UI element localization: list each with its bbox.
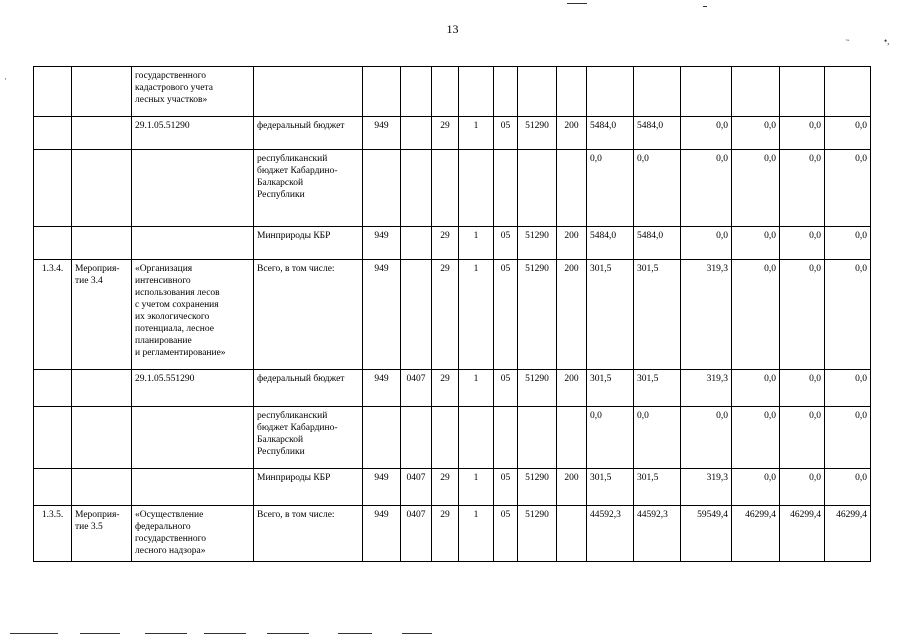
table-row xyxy=(34,150,871,227)
table-cell-value-6: 0,0 xyxy=(825,117,871,150)
scan-mark xyxy=(567,3,587,4)
table-cell-grbs: 949 xyxy=(363,117,401,150)
scan-mark xyxy=(338,633,372,634)
table-cell-value-2: 44592,3 xyxy=(634,506,681,562)
table-cell-direction: 51290 xyxy=(518,370,557,407)
table-cell-value-1: 5484,0 xyxy=(587,227,634,260)
table-cell-subprogram xyxy=(459,67,494,117)
table-cell-description xyxy=(132,407,254,469)
table-cell-program: 29 xyxy=(432,260,459,370)
scan-dot: •, xyxy=(884,36,890,46)
table-cell-section xyxy=(401,227,432,260)
table-cell-value-1: 0,0 xyxy=(587,150,634,227)
table-cell-event xyxy=(494,407,518,469)
table-cell-value-5: 46299,4 xyxy=(780,506,825,562)
table-cell-value-4 xyxy=(732,67,780,117)
table-cell-value-2: 5484,0 xyxy=(634,227,681,260)
table-cell-program: 29 xyxy=(432,227,459,260)
table-cell-subprogram: 1 xyxy=(459,117,494,150)
table-cell-event: 05 xyxy=(494,469,518,506)
scan-mark xyxy=(204,633,246,634)
table-cell-value-2: 301,5 xyxy=(634,370,681,407)
table-cell-event: 05 xyxy=(494,370,518,407)
table-cell-program xyxy=(432,67,459,117)
table-cell-activity xyxy=(72,150,132,227)
table-cell-value-1: 301,5 xyxy=(587,370,634,407)
table-row xyxy=(34,370,871,407)
table-cell-value-3: 0,0 xyxy=(681,117,732,150)
table-cell-expense-type xyxy=(557,506,587,562)
table-cell-direction: 51290 xyxy=(518,260,557,370)
table-cell-value-5: 0,0 xyxy=(780,150,825,227)
table-cell-activity: Мероприя- тие 3.4 xyxy=(72,260,132,370)
table-cell-value-5 xyxy=(780,67,825,117)
table-cell-section xyxy=(401,407,432,469)
table-cell-event: 05 xyxy=(494,227,518,260)
table-cell-value-6: 46299,4 xyxy=(825,506,871,562)
table-cell-value-2: 301,5 xyxy=(634,469,681,506)
table-cell-value-1: 301,5 xyxy=(587,260,634,370)
table-cell-value-4: 0,0 xyxy=(732,407,780,469)
table-cell-value-6: 0,0 xyxy=(825,227,871,260)
table-cell-subprogram xyxy=(459,407,494,469)
table-cell-value-3: 0,0 xyxy=(681,407,732,469)
table-cell-value-2 xyxy=(634,67,681,117)
table-cell-value-3: 319,3 xyxy=(681,260,732,370)
table-cell-grbs: 949 xyxy=(363,260,401,370)
table-cell-activity xyxy=(72,227,132,260)
table-cell-expense-type xyxy=(557,67,587,117)
table-cell-grbs: 949 xyxy=(363,506,401,562)
table-cell-expense-type: 200 xyxy=(557,370,587,407)
scan-dot: · xyxy=(4,74,7,84)
scan-dot: ˵ xyxy=(846,34,849,44)
table-row xyxy=(34,117,871,150)
table-cell-description: «Организация интенсивного использования лесов с учетом сохранения их экологического потенциала, лесное планирование и регламентирование» xyxy=(132,260,254,370)
table-cell-funding-source: федеральный бюджет xyxy=(254,370,363,407)
table-cell-description: «Осуществление федерального государственного лесного надзора» xyxy=(132,506,254,562)
table-cell-funding-source: республиканский бюджет Кабардино- Балкарской Республики xyxy=(254,407,363,469)
table-cell-number: 1.3.5. xyxy=(34,506,72,562)
table-cell-activity xyxy=(72,407,132,469)
table-cell-number xyxy=(34,370,72,407)
table-cell-activity: Мероприя- тие 3.5 xyxy=(72,506,132,562)
table-cell-subprogram: 1 xyxy=(459,260,494,370)
table-cell-direction: 51290 xyxy=(518,227,557,260)
table-cell-event xyxy=(494,150,518,227)
table-cell-value-3: 0,0 xyxy=(681,150,732,227)
table-cell-subprogram: 1 xyxy=(459,506,494,562)
scan-mark xyxy=(145,633,187,634)
table-cell-expense-type xyxy=(557,150,587,227)
table-cell-funding-source xyxy=(254,67,363,117)
table-cell-value-4: 0,0 xyxy=(732,469,780,506)
table-cell-value-5: 0,0 xyxy=(780,370,825,407)
table-row xyxy=(34,407,871,469)
table-cell-number xyxy=(34,469,72,506)
table-cell-section xyxy=(401,150,432,227)
table-cell-value-1: 5484,0 xyxy=(587,117,634,150)
table-cell-program xyxy=(432,407,459,469)
table-cell-expense-type xyxy=(557,407,587,469)
table-cell-number xyxy=(34,117,72,150)
table-cell-program: 29 xyxy=(432,506,459,562)
table-cell-value-3: 319,3 xyxy=(681,469,732,506)
table-cell-number: 1.3.4. xyxy=(34,260,72,370)
table-cell-value-4: 0,0 xyxy=(732,227,780,260)
table-cell-value-1: 301,5 xyxy=(587,469,634,506)
table-cell-section xyxy=(401,260,432,370)
table-cell-value-4: 0,0 xyxy=(732,150,780,227)
table-cell-activity xyxy=(72,370,132,407)
table-cell-direction: 51290 xyxy=(518,506,557,562)
scan-mark xyxy=(267,633,309,634)
table-cell-number xyxy=(34,407,72,469)
table-cell-number xyxy=(34,150,72,227)
table-cell-expense-type: 200 xyxy=(557,260,587,370)
table-cell-number xyxy=(34,227,72,260)
table-cell-event: 05 xyxy=(494,117,518,150)
table-cell-funding-source: Всего, в том числе: xyxy=(254,260,363,370)
table-cell-number xyxy=(34,67,72,117)
scan-mark xyxy=(402,633,432,634)
table-cell-value-2: 0,0 xyxy=(634,150,681,227)
table-cell-description: 29.1.05.51290 xyxy=(132,117,254,150)
table-cell-value-6: 0,0 xyxy=(825,469,871,506)
table-cell-expense-type: 200 xyxy=(557,469,587,506)
table-cell-subprogram xyxy=(459,150,494,227)
table-cell-value-5: 0,0 xyxy=(780,117,825,150)
table-cell-description: 29.1.05.551290 xyxy=(132,370,254,407)
table-cell-description xyxy=(132,150,254,227)
table-cell-funding-source: федеральный бюджет xyxy=(254,117,363,150)
table-cell-value-1: 44592,3 xyxy=(587,506,634,562)
table-cell-section xyxy=(401,67,432,117)
table-cell-value-6: 0,0 xyxy=(825,370,871,407)
table-row xyxy=(34,67,871,117)
table-cell-value-6: 0,0 xyxy=(825,260,871,370)
table-row xyxy=(34,506,871,562)
table-cell-funding-source: Минприроды КБР xyxy=(254,227,363,260)
table-cell-description xyxy=(132,227,254,260)
table-cell-value-3: 59549,4 xyxy=(681,506,732,562)
table-cell-section: 0407 xyxy=(401,506,432,562)
table-cell-description: государственного кадастрового учета лесных участков» xyxy=(132,67,254,117)
table-cell-direction xyxy=(518,67,557,117)
table-cell-grbs xyxy=(363,67,401,117)
table-cell-value-1: 0,0 xyxy=(587,407,634,469)
table-row xyxy=(34,227,871,260)
table-cell-grbs: 949 xyxy=(363,227,401,260)
table-cell-event xyxy=(494,67,518,117)
table-cell-section: 0407 xyxy=(401,370,432,407)
scan-mark xyxy=(10,633,58,634)
table-cell-event: 05 xyxy=(494,260,518,370)
table-cell-activity xyxy=(72,469,132,506)
table-cell-program: 29 xyxy=(432,370,459,407)
table-cell-direction xyxy=(518,407,557,469)
table-cell-direction: 51290 xyxy=(518,117,557,150)
table-cell-value-6: 0,0 xyxy=(825,407,871,469)
table-cell-grbs: 949 xyxy=(363,370,401,407)
table-cell-program: 29 xyxy=(432,117,459,150)
table-cell-value-2: 301,5 xyxy=(634,260,681,370)
table-cell-direction: 51290 xyxy=(518,469,557,506)
scan-mark xyxy=(703,6,707,7)
page-number: 13 xyxy=(446,22,459,36)
table-cell-value-4: 0,0 xyxy=(732,370,780,407)
table-cell-value-3: 0,0 xyxy=(681,227,732,260)
table-cell-funding-source: Минприроды КБР xyxy=(254,469,363,506)
table-cell-subprogram: 1 xyxy=(459,227,494,260)
table-cell-subprogram: 1 xyxy=(459,469,494,506)
table-cell-expense-type: 200 xyxy=(557,117,587,150)
table-cell-activity xyxy=(72,117,132,150)
table-row xyxy=(34,260,871,370)
table-cell-event: 05 xyxy=(494,506,518,562)
table-cell-expense-type: 200 xyxy=(557,227,587,260)
table-cell-grbs xyxy=(363,407,401,469)
table-cell-grbs: 949 xyxy=(363,469,401,506)
table-cell-value-1 xyxy=(587,67,634,117)
table-cell-value-5: 0,0 xyxy=(780,469,825,506)
table-cell-value-2: 0,0 xyxy=(634,407,681,469)
table-cell-value-2: 5484,0 xyxy=(634,117,681,150)
table-cell-value-4: 0,0 xyxy=(732,117,780,150)
table-cell-activity xyxy=(72,67,132,117)
table-cell-value-6: 0,0 xyxy=(825,150,871,227)
table-cell-value-5: 0,0 xyxy=(780,227,825,260)
table-cell-value-5: 0,0 xyxy=(780,260,825,370)
table-row xyxy=(34,469,871,506)
table-cell-value-3 xyxy=(681,67,732,117)
table-cell-funding-source: Всего, в том числе: xyxy=(254,506,363,562)
table-cell-direction xyxy=(518,150,557,227)
table-cell-program xyxy=(432,150,459,227)
table-cell-funding-source: республиканский бюджет Кабардино- Балкарской Республики xyxy=(254,150,363,227)
table-cell-value-4: 46299,4 xyxy=(732,506,780,562)
budget-table xyxy=(33,66,871,562)
table-cell-value-5: 0,0 xyxy=(780,407,825,469)
table-cell-value-4: 0,0 xyxy=(732,260,780,370)
table-cell-section: 0407 xyxy=(401,469,432,506)
table-cell-grbs xyxy=(363,150,401,227)
table-cell-description xyxy=(132,469,254,506)
table-cell-value-6 xyxy=(825,67,871,117)
table-cell-section xyxy=(401,117,432,150)
scan-mark xyxy=(80,633,120,634)
table-cell-value-3: 319,3 xyxy=(681,370,732,407)
table-cell-subprogram: 1 xyxy=(459,370,494,407)
table-cell-program: 29 xyxy=(432,469,459,506)
